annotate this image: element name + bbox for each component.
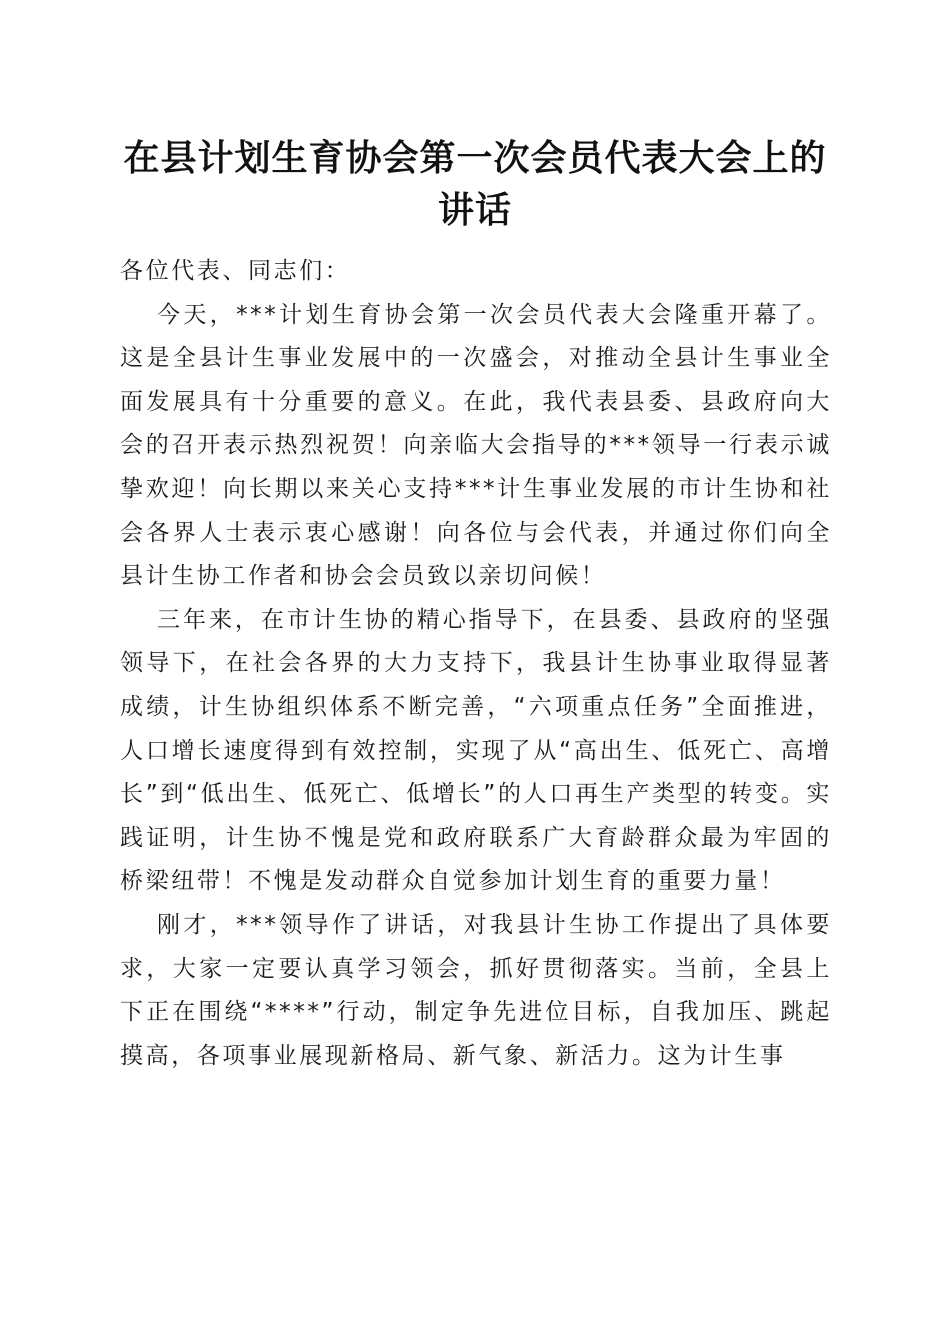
paragraph-3: 刚才，***领导作了讲话，对我县计生协工作提出了具体要求，大家一定要认真学习领会，抓好贯彻落实。当前，全县上下正在围绕“****”行动，制定争先进位目标，自我加压、跳起摸高，各项事业展现新格局、新气象、新活力。这为计生事	[120, 911, 832, 1069]
document-title: 在县计划生育协会第一次会员代表大会上的讲话	[123, 137, 827, 231]
paragraph-1: 今天，***计划生育协会第一次会员代表大会隆重开幕了。这是全县计生事业发展中的一次盛会，对推动全县计生事业全面发展具有十分重要的意义。在此，我代表县委、县政府向大会的召开表示热烈祝贺！向亲临大会指导的***领导一行表示诚挚欢迎！向长期以来关心支持***计生事业发展的市计生协和社会各界人士表示衷心感谢！向各位与会代表，并通过你们向全县计生协工作者和协会会员致以亲切问候！	[120, 301, 832, 590]
salutation: 各位代表、同志们：	[120, 258, 351, 284]
paragraph-2: 三年来，在市计生协的精心指导下，在县委、县政府的坚强领导下，在社会各界的大力支持下，我县计生协事业取得显著成绩，计生协组织体系不断完善，“六项重点任务”全面推进，人口增长速度得到有效控制，实现了从“高出生、低死亡、高增长”到“低出生、低死亡、低增长”的人口再生产类型的转变。实践证明，计生协不愧是党和政府联系广大育龄群众最为牢固的桥梁纽带！不愧是发动群众自觉参加计划生育的重要力量！	[120, 606, 832, 895]
document-body	[120, 250, 832, 1078]
